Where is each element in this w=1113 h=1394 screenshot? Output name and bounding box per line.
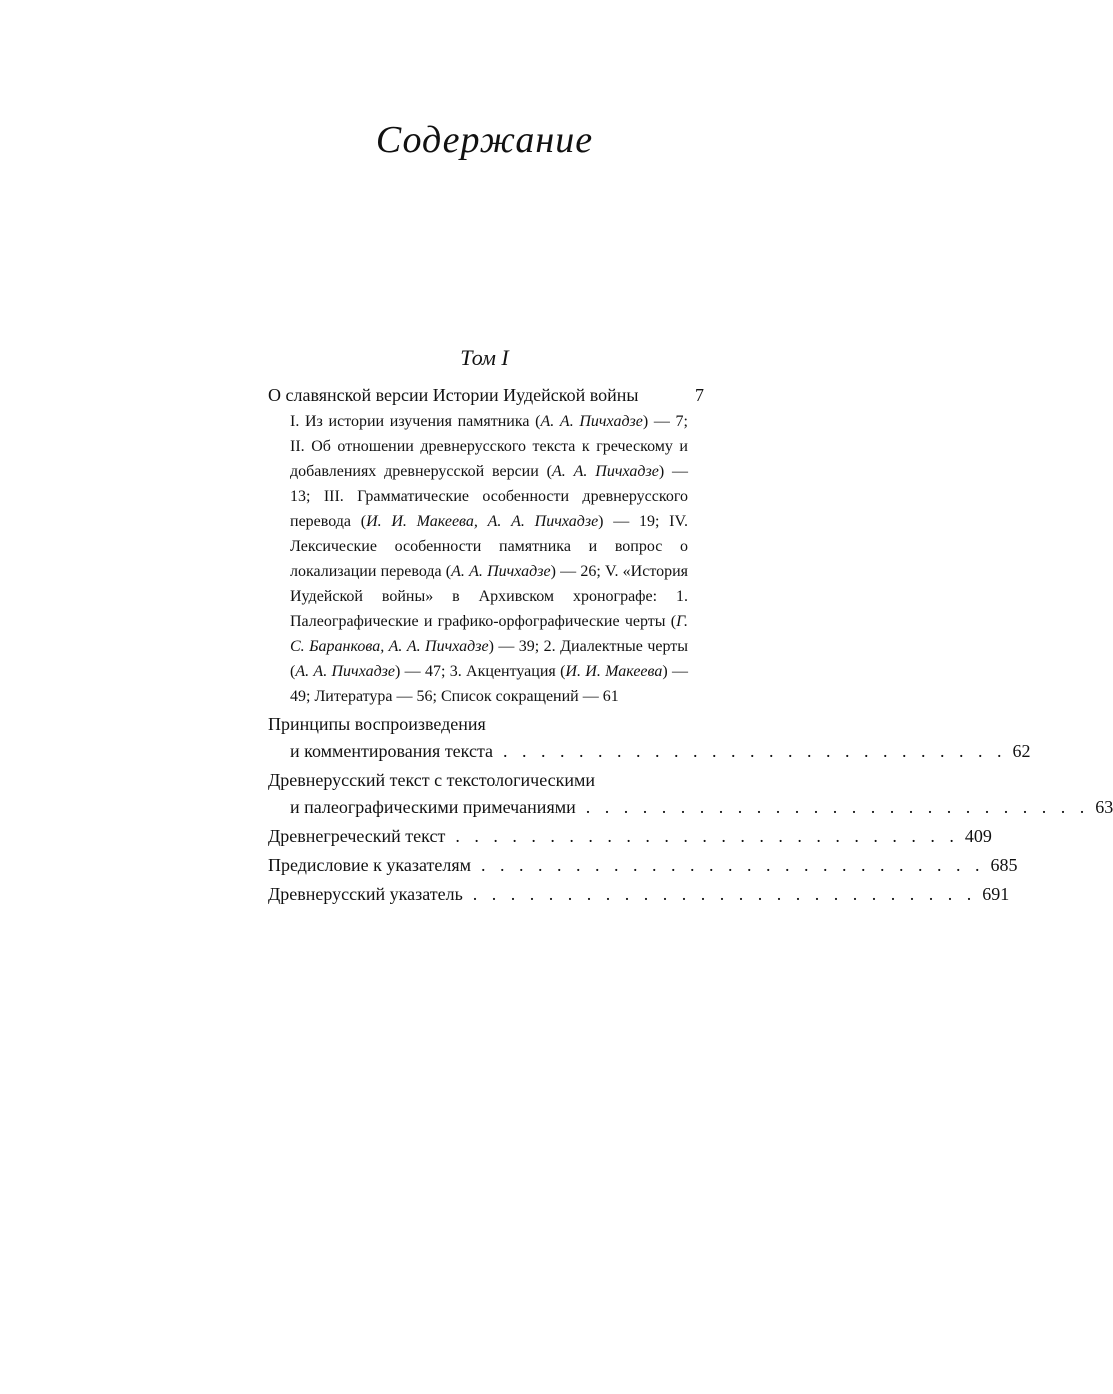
toc-entry-page: 409 xyxy=(964,826,992,846)
toc-entry-index[interactable] xyxy=(268,881,1010,908)
toc-entry-title: Древнерусский указатель xyxy=(268,884,463,904)
subsection-text: ) — 7; II. Об отношении древнерусского текста к греческому и добавлениях древнерусской версии ( xyxy=(290,413,688,480)
toc-entry-page: 691 xyxy=(982,884,1010,904)
subsection-text: ) — 39; 2. Диалектные черты ( xyxy=(290,638,688,680)
leader-dots: . . . . . . . . . . . . . . . . . . . . . . . . . . . xyxy=(480,855,985,875)
leader-dots: . . . . . . . . . . . . . . . . . . . . . . . . . . . xyxy=(585,797,1090,817)
author-name: А. А. Пичхадзе xyxy=(451,563,551,580)
toc-entry-title: Принципы воспроизведения xyxy=(268,714,486,734)
subsection-text: I. Из истории изучения памятника ( xyxy=(290,413,541,430)
leader-dots: . . . . . . . . . . . . . . . . . . . . . . . . . . . xyxy=(472,884,977,904)
toc-entry-title: Древнерусский текст с текстологическими xyxy=(268,770,596,790)
toc-entry-title: Древнегреческий текст xyxy=(268,826,446,846)
subsection-text: ) — 49; Литература — 56; Список сокращений — 61 xyxy=(290,663,688,705)
toc-entry-title: и комментирования текста xyxy=(290,741,494,761)
author-name: А. А. Пичхадзе xyxy=(295,663,396,680)
toc-entry-greek-text[interactable] xyxy=(268,823,992,850)
author-name: И. И. Макеева, А. А. Пичхадзе xyxy=(366,513,599,530)
author-name: Г. С. Баранкова, А. А. Пичхадзе xyxy=(290,613,688,655)
volume-title: Том I xyxy=(460,345,509,370)
toc-entry-title: Предисловие к указателям xyxy=(268,855,471,875)
toc-entry-principles-line2[interactable] xyxy=(268,738,1031,765)
author-name: А. А. Пичхадзе xyxy=(540,413,643,430)
subsection-text: ) — 26; V. «История Иудейской войны» в Архивском хронографе: 1. Палеографические и графико-орфографические черты ( xyxy=(290,563,689,630)
subsection-text: ) — 47; 3. Акцентуация ( xyxy=(395,663,566,680)
toc-entry-title: и палеографическими примечаниями xyxy=(290,797,576,817)
toc-entry-page: 62 xyxy=(1012,741,1031,761)
subsection-text: ) — 19; IV. Лексические особенности памятника и вопрос о локализации перевода ( xyxy=(290,513,688,580)
toc-entry-preface[interactable] xyxy=(268,852,1018,879)
toc-entry-old-russian-line1[interactable] xyxy=(268,767,704,794)
toc-entry-old-russian-line2[interactable] xyxy=(268,794,1113,821)
subsection-text: ) — 13; III. Грамматические особенности древнерусского перевода ( xyxy=(290,463,689,530)
toc-entry-title: О славянской версии Истории Иудейской войны xyxy=(268,385,639,405)
toc-subsections xyxy=(290,409,688,709)
toc-entry-page: 63 xyxy=(1095,797,1113,817)
toc-entry-principles-line1[interactable] xyxy=(268,711,704,738)
author-name: И. И. Макеева xyxy=(565,663,663,680)
table-of-contents xyxy=(268,382,1113,908)
leader-dots: . . . . . . . . . . . . . . . . . . . . . . . . . . . xyxy=(455,826,959,846)
leader-dots: . . . . . . . . . . . . . . . . . . . . . . . . . . . xyxy=(503,741,1007,761)
toc-entry-slavonic-version[interactable] xyxy=(268,382,704,409)
toc-entry-page: 685 xyxy=(990,855,1018,875)
author-name: А. А. Пичхадзе xyxy=(552,463,659,480)
page-title: Содержание xyxy=(375,119,594,161)
toc-entry-page: 7 xyxy=(695,385,704,405)
